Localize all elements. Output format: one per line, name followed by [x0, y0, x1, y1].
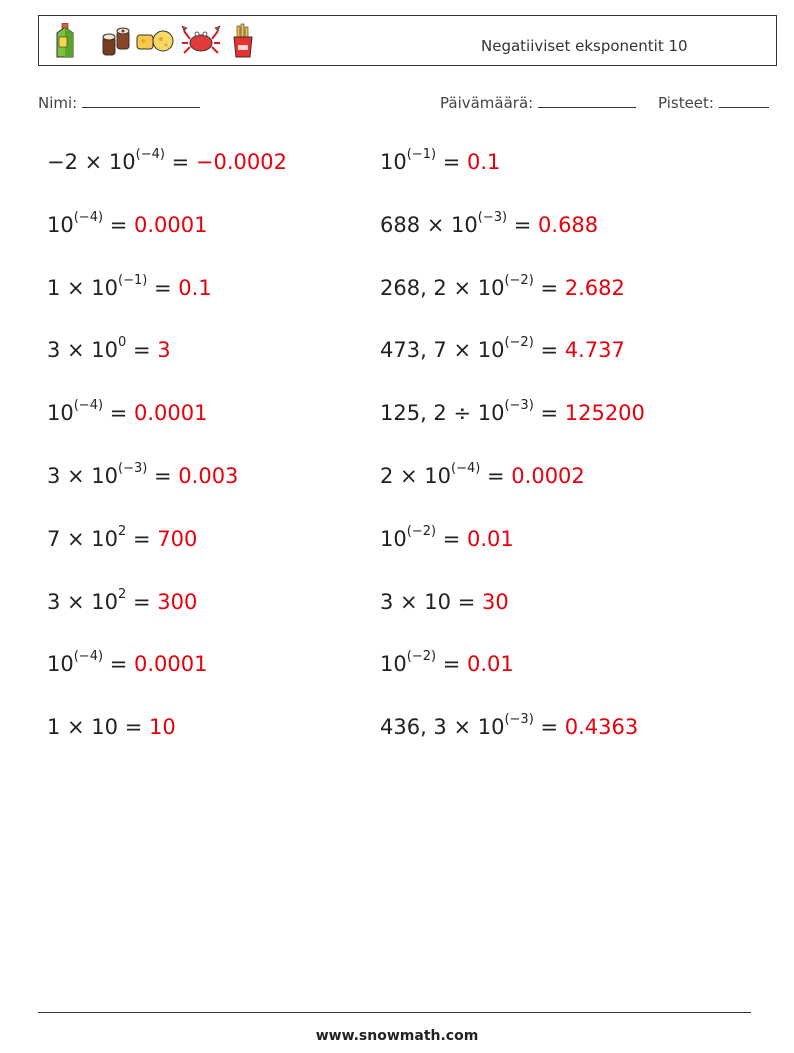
problem-answer: 2.682: [564, 275, 625, 300]
problem-item: [380, 712, 639, 740]
problem-exponent: (−4): [135, 147, 165, 162]
problem-equals: =: [451, 589, 482, 614]
problem-equals: =: [164, 150, 196, 174]
problem-exponent: (−4): [73, 649, 104, 665]
problem-item: [47, 523, 198, 551]
problem-question: 3 × 10: [47, 589, 119, 614]
problem-exponent: 2: [118, 586, 127, 602]
problem-answer: 0.688: [538, 212, 599, 237]
footer-url: www.snowmath.com: [315, 1028, 479, 1044]
footer-divider: [38, 1012, 751, 1013]
problem-equals: =: [533, 275, 565, 300]
problem-exponent: (−1): [118, 272, 148, 288]
problem-answer: 0.01: [467, 652, 514, 677]
problem-exponent: (−2): [504, 272, 534, 288]
problem-answer: 0.003: [178, 464, 239, 488]
problem-item: [47, 715, 176, 739]
cake-rolls-icon: [99, 23, 135, 59]
score-field: [658, 94, 769, 112]
problem-question: 10: [47, 401, 74, 426]
problem-equals: =: [147, 464, 179, 488]
score-blank: [719, 94, 769, 108]
problem-equals: =: [103, 212, 134, 237]
problem-answer: 0.4363: [564, 715, 639, 740]
problem-item: [380, 272, 625, 300]
problem-item: [47, 398, 208, 426]
problem-answer: 0.1: [178, 275, 212, 300]
problem-answer: 0.0001: [134, 212, 208, 237]
problem-exponent: (−2): [504, 335, 534, 351]
problem-equals: =: [147, 275, 179, 300]
problem-question: 10: [380, 652, 407, 677]
header-box: [38, 15, 777, 66]
crab-icon: [181, 23, 221, 59]
problem-equals: =: [533, 338, 565, 363]
problem-item: [380, 523, 514, 551]
problem-exponent: (−4): [73, 398, 104, 414]
problem-question: 7 × 10: [47, 526, 119, 551]
problem-exponent: (−4): [73, 209, 104, 225]
worksheet-title: Negatiiviset eksponentit 10: [481, 37, 688, 55]
problem-item: [380, 590, 509, 614]
problem-exponent: (−3): [504, 398, 534, 414]
problem-item: [380, 461, 585, 488]
problem-question: 436, 3 × 10: [380, 715, 505, 740]
problem-equals: =: [103, 401, 134, 426]
problem-answer: −0.0002: [195, 150, 287, 174]
problem-exponent: (−3): [504, 712, 534, 728]
problem-exponent: (−1): [406, 147, 437, 162]
problem-exponent: (−4): [451, 461, 481, 476]
problem-answer: 0.0001: [134, 652, 208, 677]
problem-answer: 0.0002: [511, 464, 585, 488]
problem-question: 3 × 10: [380, 589, 452, 614]
date-blank: [538, 94, 636, 108]
problem-item: [47, 147, 287, 174]
fries-icon: [229, 23, 257, 59]
problem-question: 1 × 10: [47, 715, 119, 740]
problem-equals: =: [436, 150, 467, 174]
problem-question: 688 × 10: [380, 212, 478, 237]
problem-answer: 0.1: [467, 150, 501, 174]
problem-question: 3 × 10: [47, 464, 119, 488]
problem-item: [380, 147, 501, 174]
problem-answer: 300: [157, 589, 198, 614]
problem-equals: =: [103, 652, 134, 677]
problem-equals: =: [533, 715, 565, 740]
problem-question: 10: [47, 212, 74, 237]
problem-equals: =: [480, 464, 512, 488]
problem-exponent: (−2): [406, 649, 437, 665]
problem-equals: =: [126, 589, 158, 614]
date-field: [440, 94, 636, 112]
date-label: Päivämäärä:: [440, 94, 534, 112]
problem-exponent: 2: [118, 523, 127, 539]
problem-exponent: 0: [118, 335, 127, 351]
problem-item: [380, 649, 514, 677]
problem-item: [380, 209, 599, 237]
problem-equals: =: [118, 715, 149, 740]
problem-answer: 700: [157, 526, 198, 551]
problem-question: 268, 2 × 10: [380, 275, 505, 300]
problem-equals: =: [126, 526, 158, 551]
problem-answer: 10: [148, 715, 176, 740]
problem-item: [47, 335, 171, 363]
juice-carton-icon: [53, 23, 77, 59]
problem-equals: =: [436, 652, 467, 677]
problem-exponent: (−3): [477, 209, 508, 225]
problem-answer: 3: [157, 338, 171, 363]
problem-question: 125, 2 ÷ 10: [380, 401, 505, 426]
problem-equals: =: [507, 212, 539, 237]
problem-equals: =: [533, 401, 565, 426]
problem-item: [47, 649, 208, 677]
problem-item: [47, 461, 239, 488]
name-field: [38, 94, 200, 112]
problem-exponent: (−2): [406, 523, 437, 539]
problem-question: 473, 7 × 10: [380, 338, 505, 363]
problem-item: [380, 335, 625, 363]
problem-question: 10: [380, 526, 407, 551]
problem-item: [47, 586, 198, 614]
problem-question: −2 × 10: [47, 150, 136, 174]
score-label: Pisteet:: [658, 94, 714, 112]
problem-question: 10: [47, 652, 74, 677]
problem-answer: 0.0001: [134, 401, 208, 426]
problem-answer: 4.737: [564, 338, 625, 363]
problem-question: 2 × 10: [380, 464, 452, 488]
problem-answer: 125200: [564, 401, 645, 426]
problem-question: 3 × 10: [47, 338, 119, 363]
problem-item: [380, 398, 645, 426]
name-label: Nimi:: [38, 94, 78, 112]
problem-item: [47, 209, 208, 237]
problem-item: [47, 272, 212, 300]
problem-answer: 30: [481, 589, 509, 614]
problem-question: 10: [380, 150, 407, 174]
problem-answer: 0.01: [467, 526, 514, 551]
problem-exponent: (−3): [118, 461, 148, 476]
problem-equals: =: [126, 338, 158, 363]
cheese-icon: [135, 23, 175, 59]
problem-question: 1 × 10: [47, 275, 119, 300]
name-blank: [82, 94, 200, 108]
problem-equals: =: [436, 526, 467, 551]
